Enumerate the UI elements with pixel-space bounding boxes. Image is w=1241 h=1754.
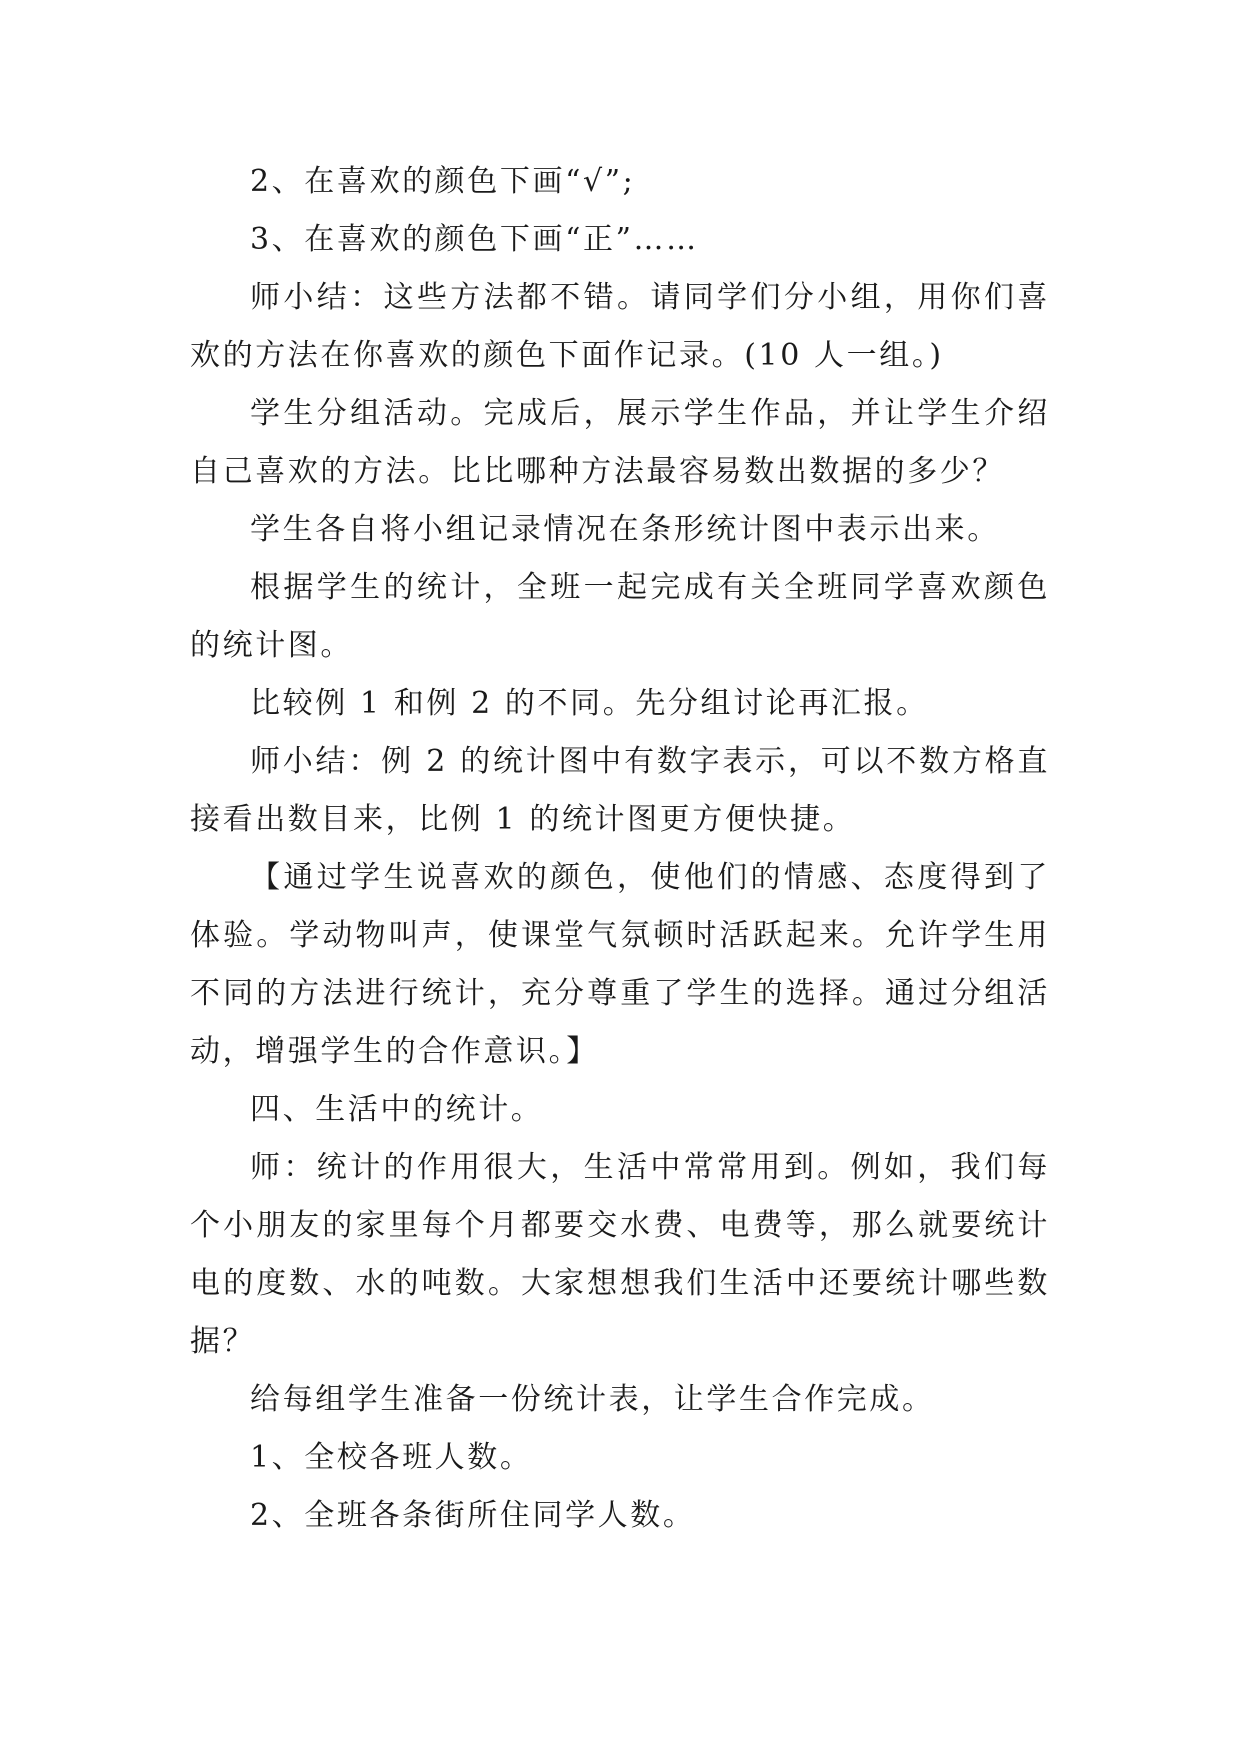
teacher-summary-paragraph: 师小结：这些方法都不错。请同学们分小组，用你们喜欢的方法在你喜欢的颜色下面作记录。(10 人一组。) <box>190 280 1050 373</box>
list-item-zheng-mark: 3、在喜欢的颜色下画“正”…… <box>250 222 699 257</box>
list-item-school-classes: 1、全校各班人数。 <box>250 1440 533 1475</box>
section-heading: 四、生活中的统计。 <box>250 1092 544 1127</box>
compare-examples-paragraph: 比较例 1 和例 2 的不同。先分组讨论再汇报。 <box>250 686 929 721</box>
bar-chart-record-paragraph: 学生各自将小组记录情况在条形统计图中表示出来。 <box>250 512 1000 547</box>
document-body <box>190 153 1050 1545</box>
teacher-summary-paragraph-2: 师小结：例 2 的统计图中有数字表示，可以不数方格直接看出数目来，比例 1 的统计图更方便快捷。 <box>190 744 1050 837</box>
list-item-check-mark: 2、在喜欢的颜色下画“√”; <box>250 164 636 199</box>
class-chart-paragraph: 根据学生的统计，全班一起完成有关全班同学喜欢颜色的统计图。 <box>190 570 1050 663</box>
reflection-note-paragraph: 【通过学生说喜欢的颜色，使他们的情感、态度得到了体验。学动物叫声，使课堂气氛顿时活跃起来。允许学生用不同的方法进行统计，充分尊重了学生的选择。通过分组活动，增强学生的合作意识。】 <box>190 860 1050 1069</box>
group-activity-paragraph: 学生分组活动。完成后，展示学生作品，并让学生介绍自己喜欢的方法。比比哪种方法最容易数出数据的多少？ <box>190 396 1050 489</box>
prepare-table-paragraph: 给每组学生准备一份统计表，让学生合作完成。 <box>250 1382 935 1417</box>
teacher-speech-paragraph: 师：统计的作用很大，生活中常常用到。例如，我们每个小朋友的家里每个月都要交水费、电费等，那么就要统计电的度数、水的吨数。大家想想我们生活中还要统计哪些数据？ <box>190 1150 1050 1359</box>
list-item-streets: 2、全班各条街所住同学人数。 <box>250 1498 696 1533</box>
